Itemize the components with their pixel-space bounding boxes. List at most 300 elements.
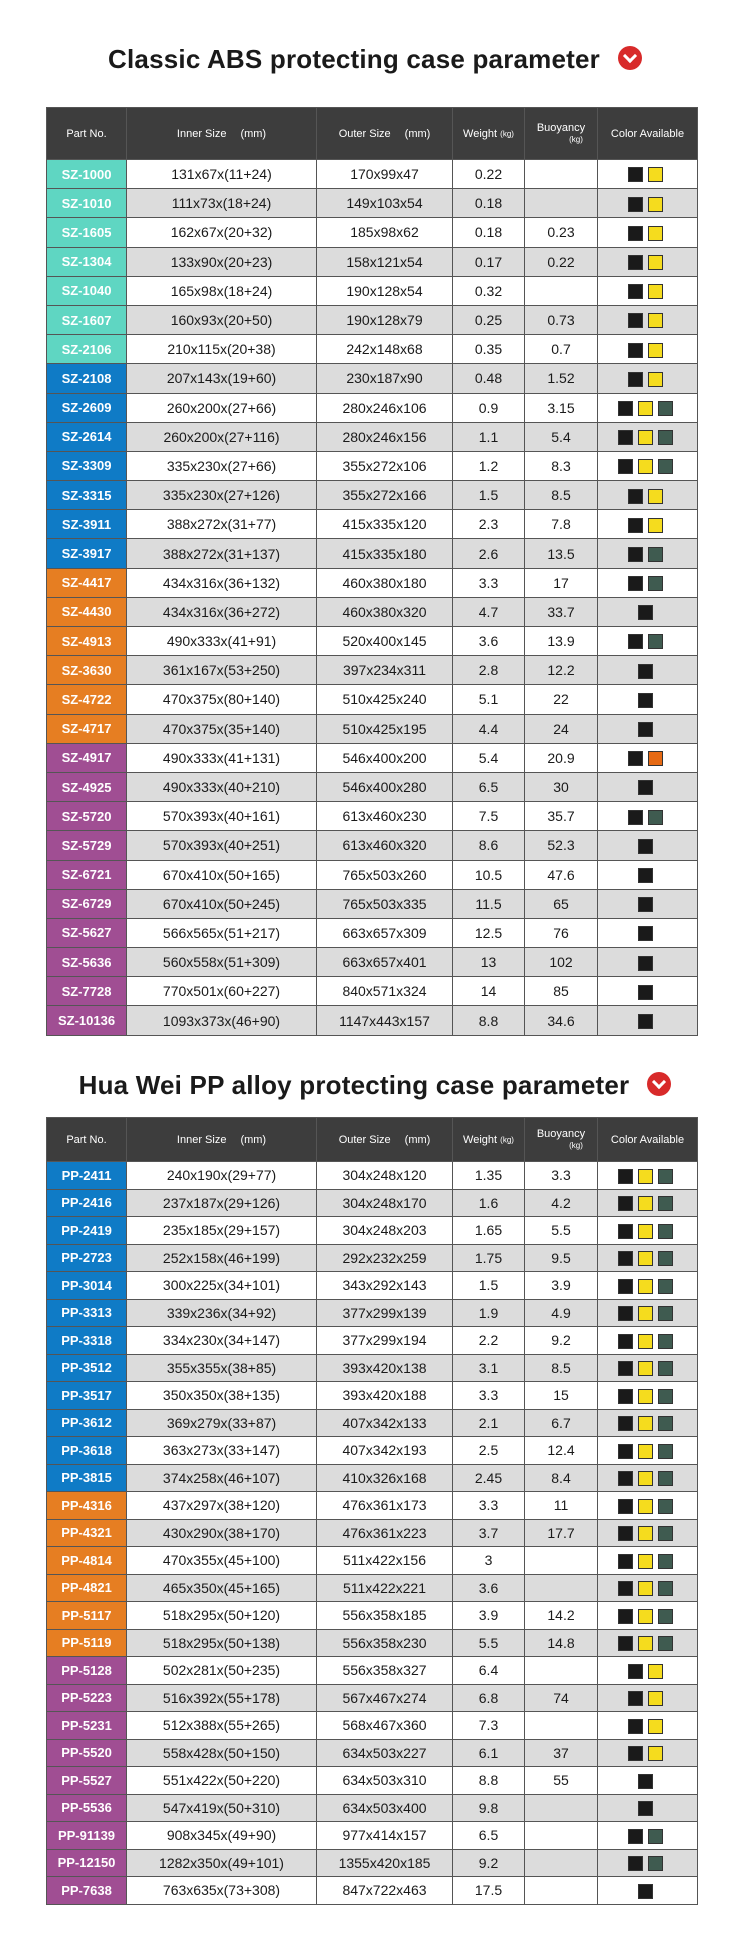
part-number-cell: PP-3517 [47,1382,127,1410]
table-row [47,1162,698,1190]
header-outer-size: Outer Size (mm) [317,1118,453,1162]
weight-cell: 3.1 [453,1354,525,1382]
table-row [47,685,698,714]
inner-size-cell: 334x230x(34+147) [127,1327,317,1355]
buoyancy-cell [525,189,598,218]
color-available-cell [598,1327,698,1355]
buoyancy-cell: 3.9 [525,1272,598,1300]
buoyancy-cell [525,1547,598,1575]
inner-size-cell: 570x393x(40+251) [127,831,317,860]
table-row [47,1244,698,1272]
color-swatch-black [628,751,643,766]
color-swatch-black [628,810,643,825]
part-number-cell: PP-3815 [47,1464,127,1492]
inner-size-cell: 434x316x(36+272) [127,597,317,626]
part-number-cell: SZ-3917 [47,539,127,568]
inner-size-cell: 518x295x(50+138) [127,1629,317,1657]
abs-section-title: Classic ABS protecting case parameter [0,44,750,75]
part-number-cell: PP-2416 [47,1189,127,1217]
part-number-cell: SZ-1000 [47,160,127,189]
color-swatch-black [638,1801,653,1816]
color-swatch-green [648,576,663,591]
buoyancy-cell [525,1794,598,1822]
buoyancy-cell: 55 [525,1767,598,1795]
color-swatch-yellow [648,1746,663,1761]
weight-cell: 1.5 [453,481,525,510]
part-number-cell: PP-5520 [47,1739,127,1767]
outer-size-cell: 556x358x230 [317,1629,453,1657]
color-available-cell [598,1354,698,1382]
table-row [47,1217,698,1245]
color-swatch-green [658,1554,673,1569]
buoyancy-cell: 30 [525,772,598,801]
table-row [47,1409,698,1437]
color-swatch-black [628,226,643,241]
inner-size-cell: 240x190x(29+77) [127,1162,317,1190]
color-swatch-black [618,1251,633,1266]
outer-size-cell: 510x425x195 [317,714,453,743]
buoyancy-cell: 8.4 [525,1464,598,1492]
color-swatch-black [618,1554,633,1569]
color-available-cell [598,247,698,276]
color-swatch-black [638,693,653,708]
table-row [47,422,698,451]
part-number-cell: SZ-4925 [47,772,127,801]
inner-size-cell: 566x565x(51+217) [127,918,317,947]
buoyancy-cell: 33.7 [525,597,598,626]
abs-table-body [47,160,698,1036]
color-swatch-black [628,1746,643,1761]
color-swatch-yellow [648,284,663,299]
color-available-cell [598,948,698,977]
color-swatch-yellow [648,1719,663,1734]
part-number-cell: SZ-4417 [47,568,127,597]
color-swatch-green [658,1526,673,1541]
outer-size-cell: 460x380x320 [317,597,453,626]
part-number-cell: PP-3014 [47,1272,127,1300]
buoyancy-cell: 11 [525,1492,598,1520]
weight-cell: 1.6 [453,1189,525,1217]
color-swatch-yellow [638,1306,653,1321]
table-row [47,393,698,422]
outer-size-cell: 613x460x320 [317,831,453,860]
color-swatch-green [658,1196,673,1211]
color-available-cell [598,451,698,480]
part-number-cell: PP-2723 [47,1244,127,1272]
part-number-cell: PP-5117 [47,1602,127,1630]
color-swatch-black [618,1471,633,1486]
outer-size-cell: 546x400x280 [317,772,453,801]
buoyancy-cell: 13.5 [525,539,598,568]
weight-cell: 3 [453,1547,525,1575]
table-row [47,305,698,334]
part-number-cell: PP-5536 [47,1794,127,1822]
abs-parameter-table [46,107,698,1036]
table-row [47,1189,698,1217]
color-available-cell [598,597,698,626]
outer-size-cell: 556x358x185 [317,1602,453,1630]
color-available-cell [598,189,698,218]
header-outer-size: Outer Size (mm) [317,108,453,160]
buoyancy-cell: 14.8 [525,1629,598,1657]
weight-cell: 1.1 [453,422,525,451]
outer-size-cell: 1147x443x157 [317,1006,453,1035]
color-available-cell [598,1162,698,1190]
color-swatch-black [628,518,643,533]
table-row [47,1464,698,1492]
weight-cell: 2.2 [453,1327,525,1355]
color-available-cell [598,335,698,364]
color-available-cell [598,1464,698,1492]
outer-size-cell: 355x272x166 [317,481,453,510]
color-swatch-black [638,956,653,971]
color-swatch-yellow [638,1471,653,1486]
part-number-cell: SZ-1605 [47,218,127,247]
color-available-cell [598,160,698,189]
color-swatch-yellow [638,1444,653,1459]
color-swatch-yellow [638,1251,653,1266]
color-swatch-yellow [638,459,653,474]
weight-cell: 3.3 [453,1492,525,1520]
color-swatch-black [618,1526,633,1541]
inner-size-cell: 355x355x(38+85) [127,1354,317,1382]
color-swatch-green [658,1279,673,1294]
color-swatch-green [658,1609,673,1624]
outer-size-cell: 1355x420x185 [317,1849,453,1877]
color-swatch-black [638,664,653,679]
weight-cell: 0.18 [453,218,525,247]
outer-size-cell: 765x503x335 [317,889,453,918]
table-row [47,1299,698,1327]
table-row [47,276,698,305]
color-swatch-black [618,401,633,416]
part-number-cell: SZ-2614 [47,422,127,451]
color-swatch-green [658,401,673,416]
outer-size-cell: 304x248x170 [317,1189,453,1217]
buoyancy-cell: 37 [525,1739,598,1767]
color-available-cell [598,743,698,772]
part-number-cell: SZ-5729 [47,831,127,860]
buoyancy-cell: 47.6 [525,860,598,889]
inner-size-cell: 160x93x(20+50) [127,305,317,334]
outer-size-cell: 280x246x156 [317,422,453,451]
weight-cell: 0.32 [453,276,525,305]
buoyancy-cell: 3.3 [525,1162,598,1190]
part-number-cell: SZ-4430 [47,597,127,626]
color-available-cell [598,772,698,801]
weight-cell: 0.22 [453,160,525,189]
weight-cell: 5.5 [453,1629,525,1657]
table-row [47,335,698,364]
outer-size-cell: 377x299x194 [317,1327,453,1355]
inner-size-cell: 235x185x(29+157) [127,1217,317,1245]
color-swatch-black [618,1196,633,1211]
outer-size-cell: 460x380x180 [317,568,453,597]
table-row [47,1712,698,1740]
outer-size-cell: 634x503x400 [317,1794,453,1822]
buoyancy-cell: 22 [525,685,598,714]
part-number-cell: PP-12150 [47,1849,127,1877]
inner-size-cell: 558x428x(50+150) [127,1739,317,1767]
buoyancy-cell: 4.2 [525,1189,598,1217]
part-number-cell: PP-3512 [47,1354,127,1382]
color-available-cell [598,627,698,656]
weight-cell: 1.5 [453,1272,525,1300]
weight-cell: 3.7 [453,1519,525,1547]
outer-size-cell: 280x246x106 [317,393,453,422]
color-available-cell [598,539,698,568]
table-row [47,247,698,276]
pp-table-body [47,1162,698,1905]
color-available-cell [598,1739,698,1767]
color-available-cell [598,218,698,247]
color-swatch-green [648,1829,663,1844]
color-swatch-black [628,1719,643,1734]
color-swatch-yellow [638,1389,653,1404]
color-swatch-black [618,1389,633,1404]
outer-size-cell: 393x420x138 [317,1354,453,1382]
inner-size-cell: 516x392x(55+178) [127,1684,317,1712]
weight-cell: 4.7 [453,597,525,626]
color-swatch-black [628,372,643,387]
header-inner-size: Inner Size (mm) [127,108,317,160]
color-swatch-yellow [638,1609,653,1624]
color-available-cell [598,1822,698,1850]
color-swatch-black [628,197,643,212]
part-number-cell: SZ-3630 [47,656,127,685]
color-available-cell [598,1684,698,1712]
color-swatch-black [618,1581,633,1596]
outer-size-cell: 343x292x143 [317,1272,453,1300]
color-swatch-green [648,1856,663,1871]
buoyancy-cell: 12.2 [525,656,598,685]
inner-size-cell: 437x297x(38+120) [127,1492,317,1520]
weight-cell: 3.3 [453,568,525,597]
color-available-cell [598,1492,698,1520]
part-number-cell: PP-4821 [47,1574,127,1602]
color-available-cell [598,1629,698,1657]
weight-cell: 8.8 [453,1006,525,1035]
color-swatch-black [628,1856,643,1871]
table-row [47,510,698,539]
color-swatch-green [658,1636,673,1651]
part-number-cell: SZ-5636 [47,948,127,977]
table-row [47,714,698,743]
weight-cell: 0.35 [453,335,525,364]
weight-cell: 1.75 [453,1244,525,1272]
buoyancy-cell: 9.2 [525,1327,598,1355]
inner-size-cell: 237x187x(29+126) [127,1189,317,1217]
part-number-cell: PP-5527 [47,1767,127,1795]
weight-cell: 1.9 [453,1299,525,1327]
table-row [47,568,698,597]
part-number-cell: SZ-1040 [47,276,127,305]
inner-size-cell: 551x422x(50+220) [127,1767,317,1795]
color-swatch-green [658,1334,673,1349]
color-available-cell [598,393,698,422]
part-number-cell: SZ-4717 [47,714,127,743]
weight-cell: 1.35 [453,1162,525,1190]
outer-size-cell: 415x335x180 [317,539,453,568]
inner-size-cell: 388x272x(31+137) [127,539,317,568]
weight-cell: 3.6 [453,1574,525,1602]
table-row [47,1849,698,1877]
buoyancy-cell: 5.5 [525,1217,598,1245]
color-swatch-yellow [638,1196,653,1211]
color-available-cell [598,1299,698,1327]
part-number-cell: SZ-2108 [47,364,127,393]
inner-size-cell: 490x333x(40+210) [127,772,317,801]
buoyancy-cell [525,276,598,305]
color-swatch-black [618,1169,633,1184]
color-swatch-yellow [638,1636,653,1651]
part-number-cell: PP-5128 [47,1657,127,1685]
outer-size-cell: 520x400x145 [317,627,453,656]
buoyancy-cell: 8.5 [525,481,598,510]
color-swatch-black [638,897,653,912]
color-swatch-yellow [638,1224,653,1239]
part-number-cell: SZ-4722 [47,685,127,714]
outer-size-cell: 377x299x139 [317,1299,453,1327]
outer-size-cell: 476x361x173 [317,1492,453,1520]
buoyancy-cell: 34.6 [525,1006,598,1035]
color-swatch-black [628,634,643,649]
inner-size-cell: 502x281x(50+235) [127,1657,317,1685]
table-row [47,539,698,568]
table-row [47,1877,698,1905]
table-row [47,1354,698,1382]
table-row [47,918,698,947]
weight-cell: 5.1 [453,685,525,714]
table-row [47,1382,698,1410]
color-swatch-yellow [638,1499,653,1514]
inner-size-cell: 363x273x(33+147) [127,1437,317,1465]
color-swatch-yellow [648,226,663,241]
color-available-cell [598,802,698,831]
color-available-cell [598,1519,698,1547]
inner-size-cell: 490x333x(41+91) [127,627,317,656]
chevron-down-icon [618,46,642,70]
outer-size-cell: 304x248x120 [317,1162,453,1190]
color-swatch-black [638,1014,653,1029]
part-number-cell: PP-5231 [47,1712,127,1740]
inner-size-cell: 1282x350x(49+101) [127,1849,317,1877]
outer-size-cell: 977x414x157 [317,1822,453,1850]
table-row [47,451,698,480]
table-row [47,860,698,889]
weight-cell: 5.4 [453,743,525,772]
part-number-cell: PP-4321 [47,1519,127,1547]
buoyancy-cell: 3.15 [525,393,598,422]
color-swatch-black [618,1416,633,1431]
header-weight: Weight (kg) [453,108,525,160]
table-row [47,743,698,772]
buoyancy-cell: 20.9 [525,743,598,772]
color-swatch-yellow [648,343,663,358]
part-number-cell: PP-2411 [47,1162,127,1190]
color-available-cell [598,1767,698,1795]
outer-size-cell: 568x467x360 [317,1712,453,1740]
buoyancy-cell: 4.9 [525,1299,598,1327]
header-color-available: Color Available [598,1118,698,1162]
inner-size-cell: 518x295x(50+120) [127,1602,317,1630]
part-number-cell: PP-91139 [47,1822,127,1850]
table-row [47,1684,698,1712]
color-available-cell [598,1006,698,1035]
header-buoyancy: Buoyancy (kg) [525,108,598,160]
inner-size-cell: 300x225x(34+101) [127,1272,317,1300]
inner-size-cell: 490x333x(41+131) [127,743,317,772]
table-row [47,627,698,656]
color-swatch-black [618,1609,633,1624]
color-swatch-black [628,343,643,358]
weight-cell: 9.2 [453,1849,525,1877]
buoyancy-cell: 14.2 [525,1602,598,1630]
inner-size-cell: 131x67x(11+24) [127,160,317,189]
part-number-cell: SZ-1304 [47,247,127,276]
inner-size-cell: 470x375x(35+140) [127,714,317,743]
part-number-cell: PP-3313 [47,1299,127,1327]
color-swatch-green [658,1361,673,1376]
color-swatch-green [648,547,663,562]
weight-cell: 2.8 [453,656,525,685]
buoyancy-cell: 1.52 [525,364,598,393]
buoyancy-cell: 76 [525,918,598,947]
inner-size-cell: 560x558x(51+309) [127,948,317,977]
weight-cell: 10.5 [453,860,525,889]
table-row [47,802,698,831]
color-swatch-green [648,634,663,649]
table-row [47,1767,698,1795]
inner-size-cell: 339x236x(34+92) [127,1299,317,1327]
color-swatch-green [658,1251,673,1266]
weight-cell: 11.5 [453,889,525,918]
table-row [47,1574,698,1602]
weight-cell: 6.5 [453,772,525,801]
buoyancy-cell [525,160,598,189]
table-row [47,364,698,393]
buoyancy-cell: 52.3 [525,831,598,860]
inner-size-cell: 470x375x(80+140) [127,685,317,714]
inner-size-cell: 335x230x(27+66) [127,451,317,480]
color-swatch-yellow [648,518,663,533]
weight-cell: 1.2 [453,451,525,480]
weight-cell: 2.6 [453,539,525,568]
color-swatch-black [618,1499,633,1514]
inner-size-cell: 770x501x(60+227) [127,977,317,1006]
color-available-cell [598,1849,698,1877]
color-swatch-green [658,1581,673,1596]
inner-size-cell: 570x393x(40+161) [127,802,317,831]
color-available-cell [598,831,698,860]
color-swatch-yellow [638,1581,653,1596]
weight-cell: 0.17 [453,247,525,276]
color-swatch-black [638,985,653,1000]
part-number-cell: SZ-2106 [47,335,127,364]
part-number-cell: PP-5119 [47,1629,127,1657]
color-swatch-yellow [648,372,663,387]
table-row [47,1519,698,1547]
outer-size-cell: 663x657x401 [317,948,453,977]
inner-size-cell: 162x67x(20+32) [127,218,317,247]
weight-cell: 7.5 [453,802,525,831]
part-number-cell: SZ-4917 [47,743,127,772]
weight-cell: 6.1 [453,1739,525,1767]
table-row [47,1547,698,1575]
outer-size-cell: 190x128x79 [317,305,453,334]
outer-size-cell: 546x400x200 [317,743,453,772]
part-number-cell: SZ-3315 [47,481,127,510]
